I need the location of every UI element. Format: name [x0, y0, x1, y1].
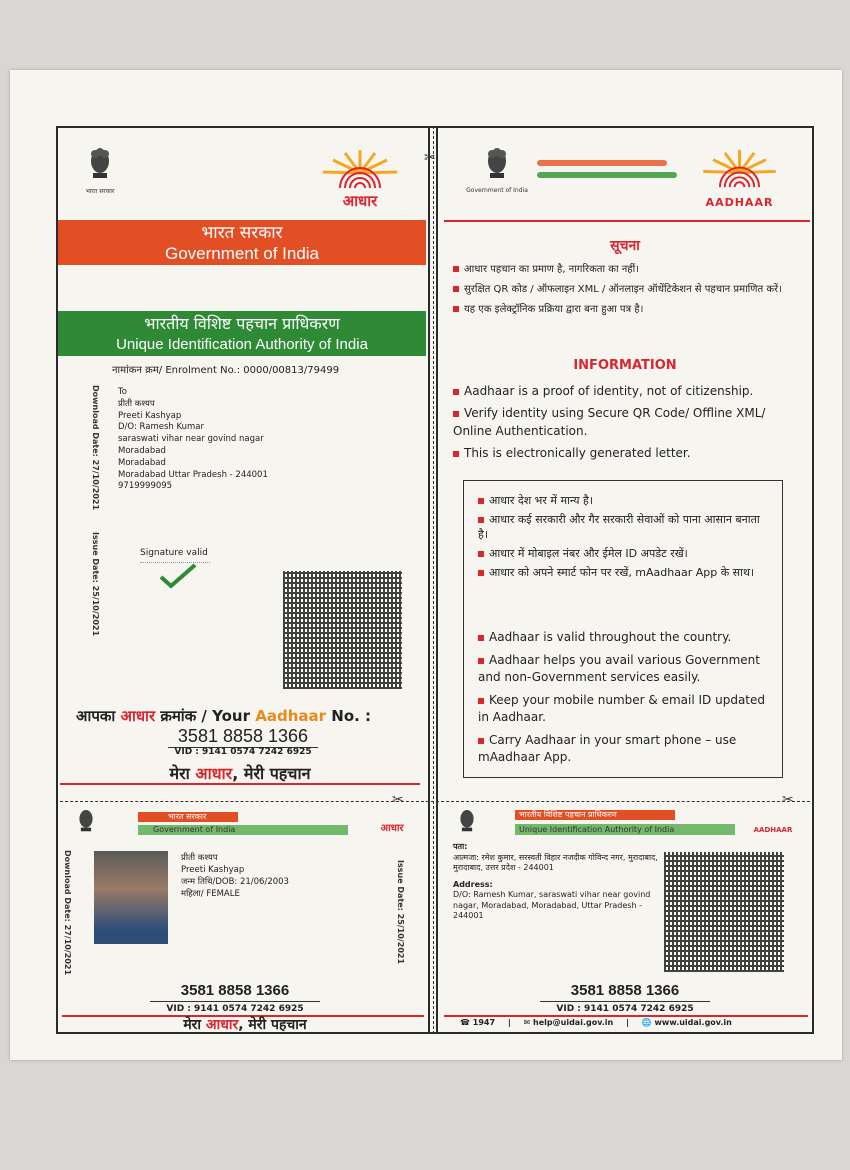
notice-item	[453, 282, 793, 298]
address-line: Moradabad	[118, 445, 166, 456]
info-item	[453, 404, 803, 440]
national-emblem-icon	[456, 806, 478, 836]
red-divider	[60, 783, 420, 785]
label-part: No. :	[331, 707, 372, 725]
tagline-part: , मेरी पहचान	[238, 1017, 307, 1033]
aadhaar-logo-text: AADHAAR	[705, 196, 774, 209]
emblem	[462, 145, 532, 194]
card-qr-code	[664, 852, 784, 972]
qr-code	[283, 571, 402, 689]
card-aadhaar-logo: आधार	[380, 823, 404, 834]
scissors-icon: ✂	[782, 792, 794, 808]
emblem	[75, 806, 97, 840]
emblem-caption: Government of India	[466, 187, 528, 194]
box-text: आधार को अपने स्मार्ट फोन पर रखें, mAadhaar App के साथ।	[489, 566, 755, 579]
national-emblem-icon	[482, 145, 512, 183]
phone-icon: ☎	[460, 1018, 470, 1027]
address-line: Preeti Kashyap	[118, 410, 182, 421]
emblem-caption: भारत सरकार	[85, 188, 115, 195]
card-uidai-english: Unique Identification Authority of India	[515, 824, 735, 835]
red-divider	[444, 220, 810, 222]
box-text: आधार में मोबाइल नंबर और ईमेल ID अपडेट रखें।	[489, 547, 688, 560]
aadhaar-logo	[692, 148, 787, 210]
emblem	[80, 145, 120, 195]
box-english-list	[478, 629, 768, 770]
info-box	[463, 480, 783, 778]
information-list	[453, 382, 803, 466]
label-part: आपका	[76, 707, 116, 725]
info-item	[453, 382, 803, 400]
card-number-underline	[150, 1001, 320, 1002]
box-item	[478, 692, 768, 726]
gov-hindi: भारत सरकार	[201, 223, 283, 243]
vid-number: VID : 9141 0574 7242 6925	[174, 747, 312, 757]
address-line: 9719999095	[118, 481, 173, 492]
tricolor-stripe-orange	[537, 160, 667, 166]
box-text: Aadhaar is valid throughout the country.	[489, 630, 732, 644]
recipient-address	[118, 387, 358, 493]
aadhaar-sun-icon	[315, 148, 405, 193]
aadhaar-number: 3581 8858 1366	[168, 726, 318, 748]
holder-name-hindi: प्रीती कश्यप	[181, 853, 218, 863]
holder-name-english: Preeti Kashyap	[181, 865, 245, 875]
aadhaar-sun-icon	[692, 148, 787, 192]
notice-text: यह एक इलेक्ट्रॉनिक प्रक्रिया द्वारा बना हुआ पत्र है।	[464, 304, 644, 315]
card-aadhaar-logo: AADHAAR	[753, 826, 793, 834]
label-part: Aadhaar	[255, 707, 327, 725]
tagline-part: , मेरी पहचान	[232, 764, 311, 783]
download-date-vertical: Download Date: 27/10/2021	[91, 385, 100, 511]
aadhaar-logo	[315, 148, 405, 208]
card-gov-english: Government of India	[138, 825, 348, 835]
card-aadhaar-number: 3581 8858 1366	[180, 982, 290, 999]
contact-phone: 1947	[472, 1018, 496, 1027]
info-text: Aadhaar is a proof of identity, not of citizenship.	[464, 384, 754, 398]
label-part: क्रमांक / Your	[160, 707, 250, 725]
box-item	[478, 493, 768, 508]
box-text: आधार देश भर में मान्य है।	[489, 494, 594, 507]
scissors-icon: ✂	[424, 150, 436, 166]
card-uidai-hindi: भारतीय विशिष्ट पहचान प्राधिकरण	[515, 810, 675, 820]
card-number-underline	[540, 1001, 710, 1002]
address-line: प्रीती कश्यप	[118, 398, 155, 409]
notice-item	[453, 262, 793, 278]
gov-english: Government of India	[164, 244, 320, 263]
box-text: Aadhaar helps you avail various Government and non-Government services easily.	[478, 653, 760, 684]
enrolment-number: नामांकन क्रम/ Enrolment No.: 0000/00813/79499	[112, 365, 340, 376]
uidai-hindi: भारतीय विशिष्ट पहचान प्राधिकरण	[144, 314, 340, 333]
uidai-english: Unique Identification Authority of India	[116, 336, 368, 353]
address-line: Moradabad Uttar Pradesh - 244001	[118, 469, 268, 480]
digital-signature-stamp	[140, 562, 210, 585]
national-emblem-icon	[85, 145, 115, 183]
email-icon: ✉	[523, 1018, 531, 1027]
box-item	[478, 629, 768, 646]
contact-footer: ☎ 1947 | ✉ help@uidai.gov.in | 🌐 www.uidai.gov.in	[460, 1018, 732, 1027]
address-label: Address:	[453, 879, 493, 889]
card-vid: VID : 9141 0574 7242 6925	[166, 1004, 304, 1014]
contact-email: help@uidai.gov.in	[533, 1018, 614, 1027]
dashed-separator-vertical	[433, 126, 434, 1034]
pata-text: आत्मजा: रमेश कुमार, सरस्वती विहार नजदीक गोविन्द नगर, मुरादाबाद, मुरादाबाद, उत्तर प्रदेश - 244001	[453, 852, 658, 872]
address-text: D/O: Ramesh Kumar, saraswati vihar near govind nagar, Moradabad, Moradabad, Uttar Pradesh - 244001	[453, 890, 651, 920]
hindi-notice-list	[453, 262, 793, 322]
card-back-aadhaar-number: 3581 8858 1366	[570, 982, 680, 999]
box-text: Carry Aadhaar in your smart phone – use mAadhaar App.	[478, 733, 737, 764]
dashed-separator-horizontal	[60, 801, 810, 802]
notice-text: आधार पहचान का प्रमाण है, नागरिकता का नहीं।	[464, 264, 639, 275]
signature-label: Signature valid	[140, 548, 208, 558]
box-item	[478, 732, 768, 766]
card-gov-hindi: भारत सरकार	[138, 812, 238, 822]
red-divider	[444, 1015, 808, 1017]
information-title: INFORMATION	[573, 358, 677, 373]
box-item	[478, 546, 768, 561]
suchna-title: सूचना	[610, 238, 640, 254]
address-line: D/O: Ramesh Kumar	[118, 422, 204, 433]
box-text: Keep your mobile number & email ID updated in Aadhaar.	[478, 693, 765, 724]
holder-dob: जन्म तिथि/DOB: 21/06/2003	[181, 877, 289, 887]
uidai-banner	[58, 311, 426, 356]
card-download-date: Download Date: 27/10/2021	[63, 850, 72, 976]
box-text: आधार कई सरकारी और गैर सरकारी सेवाओं को पाना आसान बनाता है।	[478, 513, 760, 541]
holder-details	[181, 852, 289, 900]
aadhaar-logo-text: आधार	[342, 192, 378, 210]
box-hindi-list	[478, 493, 768, 584]
checkmark-icon	[158, 563, 198, 589]
gov-banner	[58, 220, 426, 265]
national-emblem-icon	[75, 806, 97, 836]
globe-icon: 🌐	[641, 1018, 652, 1027]
holder-photo	[94, 851, 168, 944]
tagline	[100, 762, 380, 784]
emblem	[456, 806, 478, 840]
your-aadhaar-no-label	[76, 706, 371, 726]
card-back-vid: VID : 9141 0574 7242 6925	[556, 1004, 694, 1014]
card-tagline	[100, 1015, 390, 1034]
holder-gender: महिला/ FEMALE	[181, 889, 240, 899]
notice-item	[453, 302, 793, 318]
info-item	[453, 444, 803, 462]
contact-website: www.uidai.gov.in	[654, 1018, 732, 1027]
pata-label: पता:	[453, 842, 468, 851]
card-issue-date: Issue Date: 25/10/2021	[396, 860, 405, 965]
card-address	[453, 842, 658, 922]
address-line: Moradabad	[118, 457, 166, 468]
notice-text: सुरक्षित QR कोड / ऑफलाइन XML / ऑनलाइन ऑथेंटिकेशन से पहचान प्रमाणित करें।	[464, 284, 782, 295]
box-item	[478, 565, 768, 580]
address-line: saraswati vihar near govind nagar	[118, 434, 264, 445]
tagline-part: आधार	[195, 764, 233, 783]
tagline-part: मेरा	[183, 1017, 202, 1033]
info-text: This is electronically generated letter.	[464, 446, 691, 460]
tricolor-stripe-green	[537, 172, 677, 178]
label-part: आधार	[120, 707, 156, 725]
box-item	[478, 512, 768, 542]
tagline-part: मेरा	[169, 764, 190, 783]
info-text: Verify identity using Secure QR Code/ Offline XML/ Online Authentication.	[453, 406, 766, 438]
tagline-part: आधार	[205, 1017, 239, 1033]
box-item	[478, 652, 768, 686]
scissors-icon: ✂	[392, 792, 404, 808]
cut-line-vertical	[428, 126, 440, 1034]
address-line: To	[118, 387, 127, 397]
issue-date-vertical: Issue Date: 25/10/2021	[91, 532, 100, 637]
